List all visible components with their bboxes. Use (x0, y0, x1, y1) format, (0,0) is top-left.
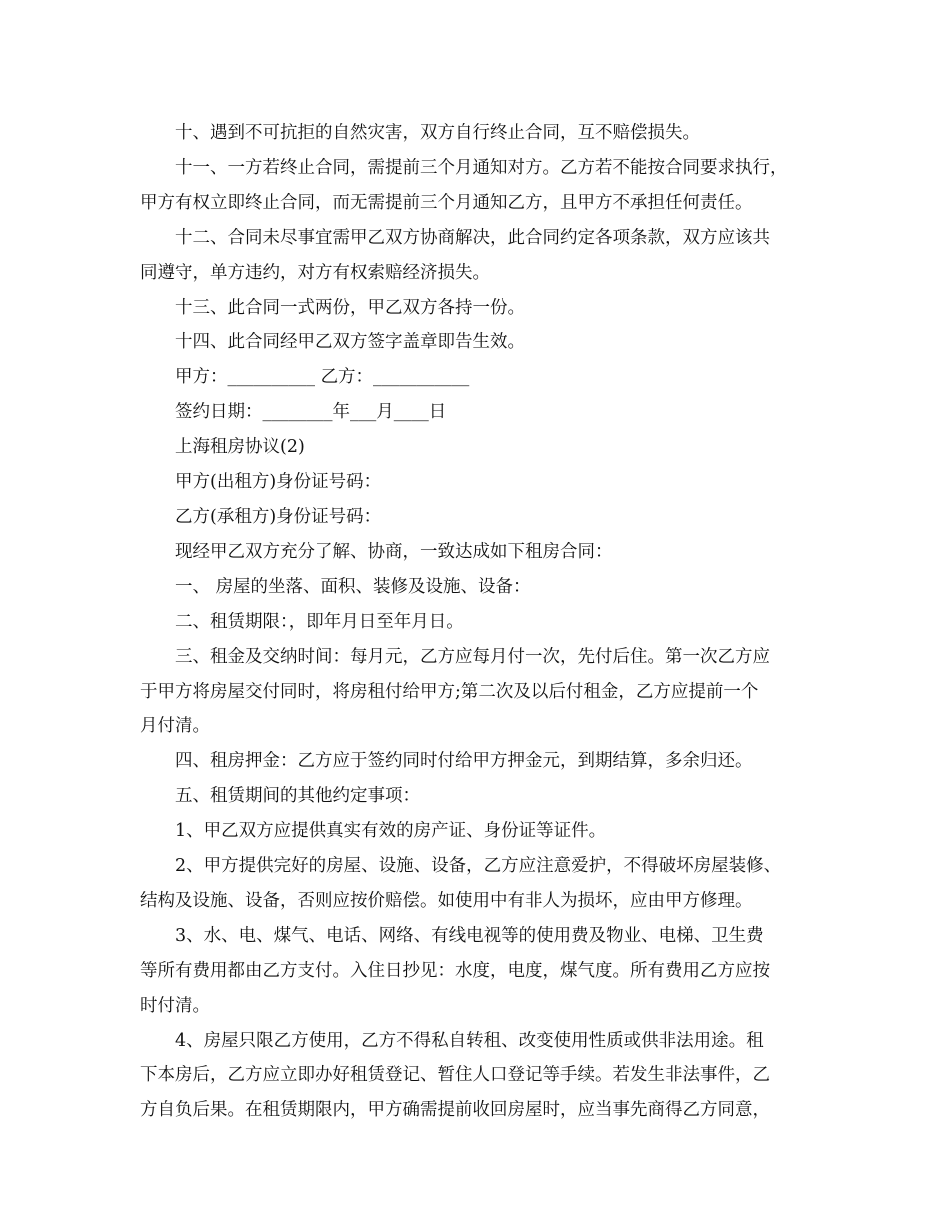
item-2-line-1: 2、甲方提供完好的房屋、设施、设备，乙方应注意爱护，不得破坏房屋装修、 (175, 856, 782, 877)
section-3-line-3: 月付清。 (140, 716, 210, 737)
item-4-line-3: 方自负后果。在租赁期限内，甲方确需提前收回房屋时，应当事先商得乙方同意， (140, 1100, 770, 1121)
clause-12-line-1: 十二、合同未尽事宜需甲乙双方协商解决，此合同约定各项条款，双方应该共 (175, 227, 770, 248)
section-3-line-1: 三、租金及交纳时间：每月元，乙方应每月付一次，先付后住。第一次乙方应 (175, 646, 770, 667)
section-1: 一、 房屋的坐落、面积、装修及设施、设备： (175, 576, 531, 597)
section-5: 五、租赁期间的其他约定事项： (175, 786, 420, 807)
document-body (140, 116, 825, 1128)
clause-10: 十、遇到不可抗拒的自然灾害，双方自行终止合同，互不赔偿损失。 (175, 123, 700, 143)
agreement-title: 上海租房协议(2) (175, 437, 305, 458)
section-3-line-2: 于甲方将房屋交付同时，将房租付给甲方;第二次及以后付租金，乙方应提前一个 (140, 681, 759, 702)
signature-line: 甲方：__________ 乙方：___________ (175, 367, 470, 388)
section-4: 四、租房押金：乙方应于签约同时付给甲方押金元，到期结算，多余归还。 (175, 751, 753, 772)
clause-14: 十四、此合同经甲乙双方签字盖章即告生效。 (175, 332, 525, 353)
item-1: 1、甲乙双方应提供真实有效的房产证、身份证等证件。 (175, 821, 607, 842)
clause-12-line-2: 同遵守，单方违约，对方有权索赔经济损失。 (140, 262, 490, 283)
clause-11-line-2: 甲方有权立即终止合同，而无需提前三个月通知乙方，且甲方不承担任何责任。 (140, 192, 753, 213)
signing-date-line: 签约日期：________年___月____日 (175, 402, 447, 423)
item-3-line-3: 时付清。 (140, 995, 210, 1016)
party-b-id-line: 乙方(承租方)身份证号码： (175, 506, 382, 527)
clause-13: 十三、此合同一式两份，甲乙双方各持一份。 (175, 297, 525, 318)
item-4-line-2: 下本房后，乙方应立即办好租赁登记、暂住人口登记等手续。若发生非法事件，乙 (140, 1065, 770, 1086)
item-3-line-1: 3、水、电、煤气、电话、网络、有线电视等的使用费及物业、电梯、卫生费 (175, 925, 764, 946)
item-3-line-2: 等所有费用都由乙方支付。入住日抄见：水度，电度，煤气度。所有费用乙方应按 (140, 960, 770, 981)
clause-11-line-1: 十一、一方若终止合同，需提前三个月通知对方。乙方若不能按合同要求执行， (175, 157, 788, 178)
section-2: 二、租赁期限：，即年月日至年月日。 (175, 611, 464, 632)
item-4-line-1: 4、房屋只限乙方使用，乙方不得私自转租、改变使用性质或供非法用途。租 (175, 1030, 764, 1051)
item-2-line-2: 结构及设施、设备，否则应按价赔偿。如使用中有非人为损坏，应由甲方修理。 (140, 890, 753, 911)
preamble: 现经甲乙双方充分了解、协商，一致达成如下租房合同： (175, 541, 613, 562)
party-a-id-line: 甲方(出租方)身份证号码： (175, 472, 382, 493)
